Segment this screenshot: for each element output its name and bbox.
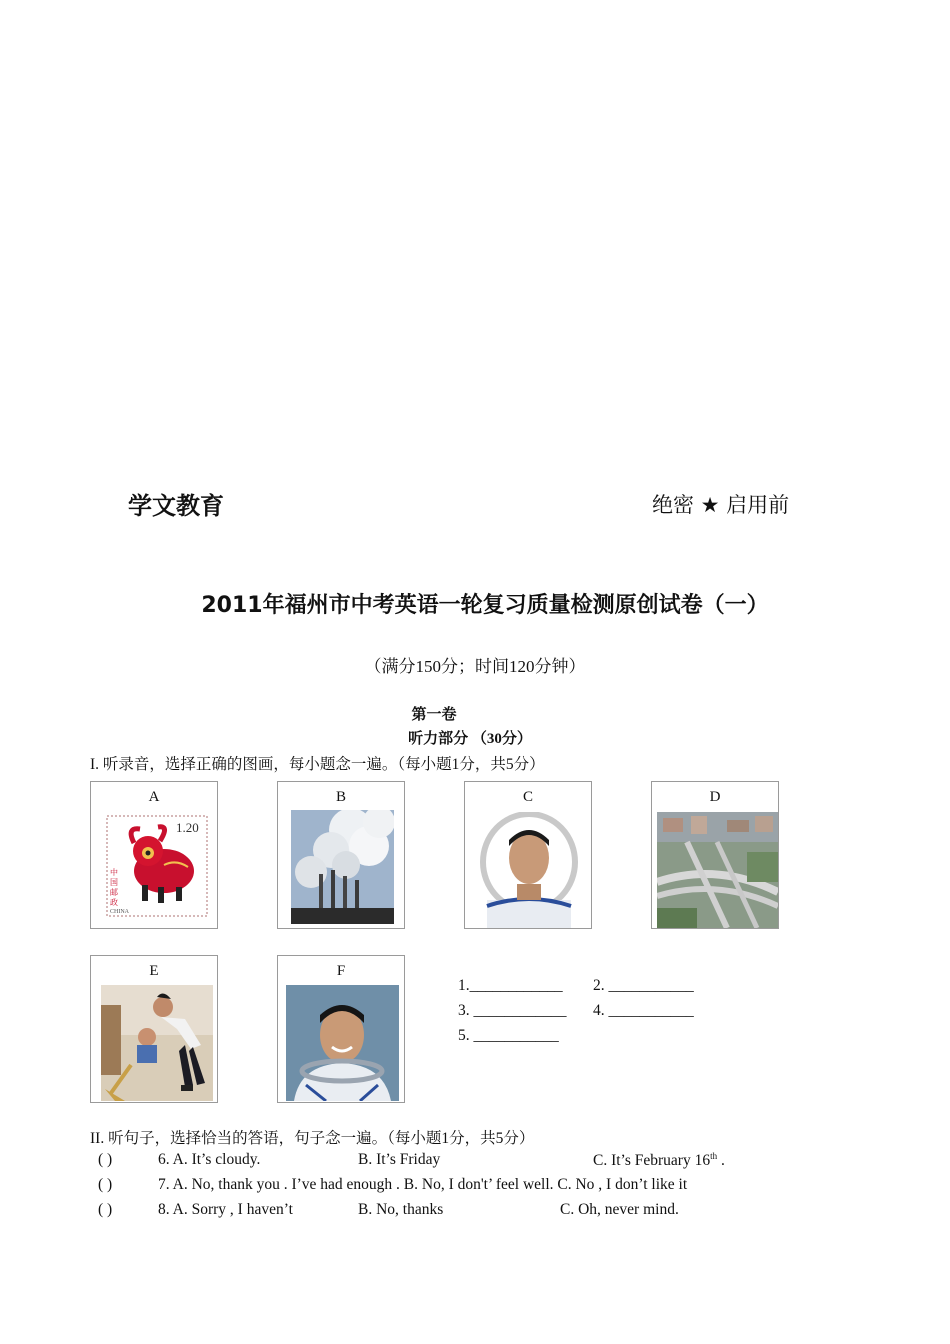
factory-smoke-image	[291, 810, 394, 924]
school-name: 学文教育	[128, 492, 224, 520]
part1-instruction: I. 听录音，选择正确的图画，每小题念一遍。（每小题1分，共5分）	[90, 756, 545, 773]
picture-label: D	[709, 789, 721, 805]
svg-text:1.20: 1.20	[176, 820, 199, 835]
svg-text:邮: 邮	[110, 888, 118, 897]
answer-blank-2[interactable]: 2. ___________	[593, 977, 694, 994]
question-6-option-b: B. It’s Friday	[358, 1151, 441, 1168]
astronaut-smiling-image	[286, 985, 399, 1101]
question-6-option-c	[593, 1151, 725, 1170]
picture-label: F	[336, 963, 346, 979]
astronaut-image	[477, 812, 581, 928]
picture-d	[651, 781, 779, 929]
picture-a	[90, 781, 218, 929]
question-8-option-b: B. No, thanks	[358, 1201, 444, 1218]
picture-label: A	[148, 789, 160, 805]
ordinal-suffix: th	[710, 1151, 718, 1161]
answer-paren-8[interactable]: ( )	[98, 1201, 113, 1218]
question-6-option-a: 6. A. It’s cloudy.	[158, 1151, 261, 1168]
answer-blank-4[interactable]: 4. ___________	[593, 1002, 694, 1019]
answer-paren-7[interactable]: ( )	[98, 1176, 113, 1193]
picture-label: E	[149, 963, 159, 979]
part2-instruction: II. 听句子，选择恰当的答语，句子念一遍。（每小题1分，共5分）	[90, 1130, 535, 1147]
picture-label: C	[522, 789, 533, 805]
option-c-text: C. It’s February 16	[593, 1152, 711, 1170]
volume-heading: 第一卷	[411, 707, 457, 723]
svg-text:政: 政	[110, 898, 118, 907]
svg-text:中: 中	[110, 868, 118, 877]
picture-c	[464, 781, 592, 929]
picture-b	[277, 781, 405, 929]
question-8-option-a: 8. A. Sorry , I haven’t	[158, 1201, 293, 1218]
confidential-mark: 绝密 ★ 启用前	[652, 493, 790, 517]
answer-blank-5[interactable]: 5. ___________	[458, 1027, 559, 1044]
answer-blank-1[interactable]: 1.____________	[458, 977, 563, 994]
picture-label: B	[335, 789, 346, 805]
city-overpass-image	[657, 812, 778, 928]
answer-blank-3[interactable]: 3. ____________	[458, 1002, 567, 1019]
section-heading: 听力部分 （30分）	[408, 731, 532, 747]
exam-subtitle: （满分150分；时间120分钟）	[364, 657, 586, 676]
ox-stamp-image	[106, 815, 208, 917]
question-8-option-c: C. Oh, never mind.	[560, 1201, 679, 1218]
sweeping-floor-image	[101, 985, 213, 1101]
svg-text:CHINA: CHINA	[110, 909, 129, 915]
question-7-options: 7. A. No, thank you . I’ve had enough . B. No, I don't’ feel well. C. No , I don’t like it	[158, 1176, 688, 1193]
exam-title: 2011年福州市中考英语一轮复习质量检测原创试卷（一）	[201, 593, 769, 618]
answer-paren-6[interactable]: ( )	[98, 1151, 113, 1168]
picture-f	[277, 955, 405, 1103]
svg-text:国: 国	[110, 878, 118, 887]
picture-e	[90, 955, 218, 1103]
option-c-end: .	[717, 1152, 725, 1170]
